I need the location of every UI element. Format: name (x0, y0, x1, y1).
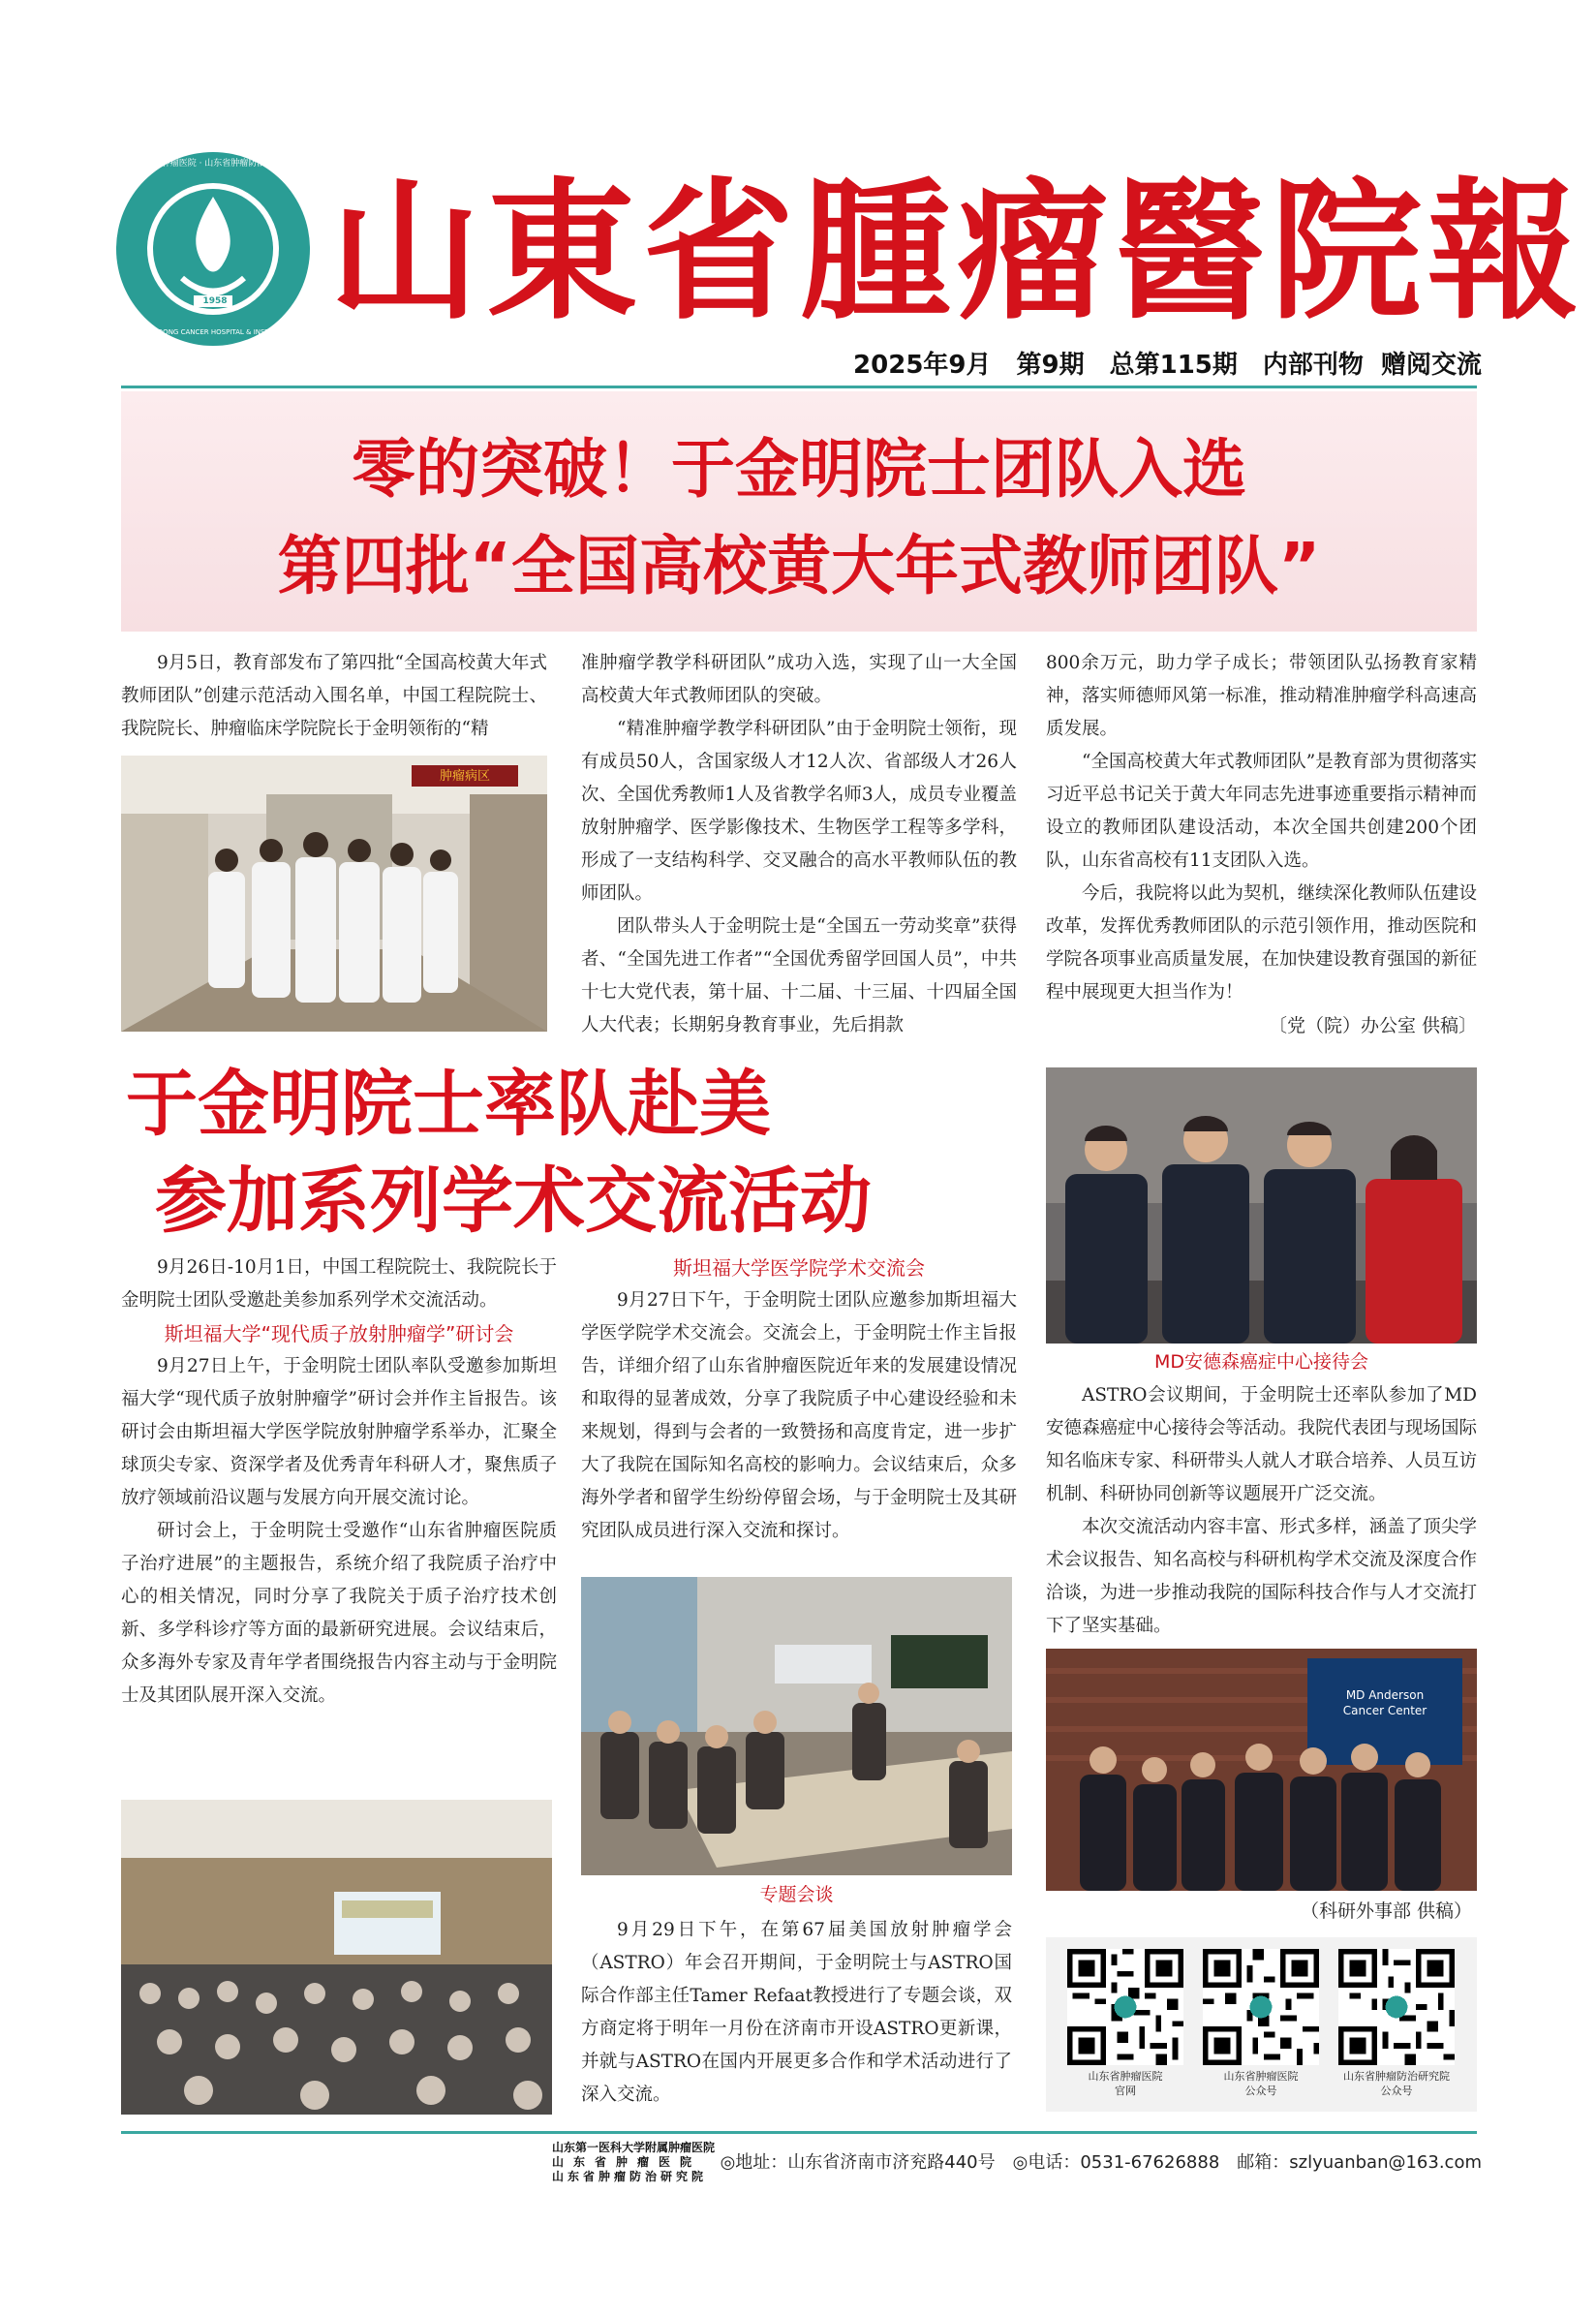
article1-col3 (1046, 647, 1477, 1037)
qr-code-website[interactable] (1067, 1949, 1183, 2065)
qr-code-institute-account[interactable] (1338, 1949, 1455, 2065)
article1-col2 (581, 647, 1017, 1042)
issue-info (794, 345, 1482, 378)
footer-contact (720, 2148, 1482, 2174)
article2-headline-line1: 于金明院士率队赴美 (126, 1063, 771, 1146)
article2-photo-md-anderson-group (1046, 1067, 1477, 1344)
article2-sub4-para1: ASTRO会议期间，于金明院士还率队参加了MD安德森癌症中心接待会等活动。我院代表团与现场国际知名临床专家、科研带头人就人才联合培养、人员互访机制、科研协同创新等议题展开广泛交流。 (1046, 1385, 1477, 1504)
article2-sub1-heading: 斯坦福大学“现代质子放射肿瘤学”研讨会 (164, 1322, 514, 1345)
article1-col3-para2: “全国高校黄大年式教师团队”是教育部为贯彻落实习近平总书记关于黄大年同志先进事迹重要指示精神而设立的教师团队建设活动，本次全国共创建200个团队，山东省高校有11支团队入选。 (1046, 752, 1477, 871)
article2-photo-meeting-room (581, 1577, 1012, 1875)
article2-sub3-heading: 专题会谈 (759, 1884, 834, 1905)
article2-headline-line2: 参加系列学术交流活动 (155, 1159, 872, 1243)
article1-source: 〔党（院）办公室 供稿〕 (1268, 1015, 1477, 1036)
ward-sign: 肿瘤病区 (439, 769, 490, 784)
logo-en-text: SHANDONG CANCER HOSPITAL & INSTITUTE (138, 328, 289, 336)
total-issue: 总第115期 (1109, 351, 1238, 380)
article2-sub1-para2: 研讨会上，于金明院士受邀作“山东省肿瘤医院质子治疗进展”的主题报告，系统介绍了我院质子治疗中心的相关情况，同时分享了我院关于质子治疗技术创新、多学科诊疗等方面的最新研究进展。会议结束后，众多海外专家及青年学者围绕报告内容主动与于金明院士及其团队展开深入交流。 (121, 1521, 557, 1706)
qr-label-website: 山东省肿瘤医院 官网 (1088, 2070, 1163, 2097)
footer-divider (121, 2131, 1477, 2134)
article2-intro: 9月26日-10月1日，中国工程院院士、我院院长于金明院士团队受邀赴美参加系列学术交流活动。 (121, 1257, 557, 1311)
issue-note: 内部刊物 赠阅交流 (1262, 351, 1482, 380)
article2-md-anderson-caption: MD安德森癌症中心接待会 (1153, 1351, 1369, 1373)
logo-ring-text: 山东省肿瘤医院 · 山东省肿瘤防治研究院 (135, 159, 292, 169)
article2-photo-lecture-hall (121, 1800, 552, 2115)
newspaper-title: 山東省腫瘤醫院報 (329, 163, 1584, 340)
issue-date: 2025年9月 (853, 351, 992, 380)
masthead-divider (121, 386, 1477, 388)
footer-org3: 山东省肿瘤防治研究院 (552, 2170, 708, 2183)
footer-phone: ◎电话：0531-67626888 (1012, 2152, 1220, 2173)
article2-col1 (121, 1251, 557, 1713)
qr-code-panel (1046, 1937, 1477, 2112)
footer-organizations (552, 2141, 736, 2184)
reception-screen-text: MD Anderson Cancer Center (1342, 1688, 1427, 1717)
article2-sub3-para1: 9月29日下午，在第67届美国放射肿瘤学会（ASTRO）年会召开期间，于金明院士与ASTRO国际合作部主任Tamer Refaat教授进行了专题会谈，双方商定将于明年一月份在济南市开设ASTRO更新课，并就与ASTRO在国内开展更多合作和学术活动进行了深入交流。 (581, 1920, 1012, 2105)
article1-col1-para1: 9月5日，教育部发布了第四批“全国高校黄大年式教师团队”创建示范活动入围名单，中国工程院院士、我院院长、肿瘤临床学院院长于金明领衔的“精 (121, 653, 548, 739)
footer-address: ◎地址：山东省济南市济兖路440号 (720, 2152, 996, 2173)
article1-col2-para1: 准肿瘤学教学科研团队”成功入选，实现了山一大全国高校黄大年式教师团队的突破。 (581, 653, 1017, 706)
article1-headline-line2: 第四批“全国高校黄大年式教师团队” (277, 529, 1321, 603)
hospital-logo (114, 150, 313, 349)
footer-org1: 山东第一医科大学附属肿瘤医院 (552, 2141, 716, 2154)
qr-code-hospital-account[interactable] (1203, 1949, 1319, 2065)
footer-org2: 山东省肿瘤医院 (552, 2155, 702, 2169)
issue-number: 第9期 (1016, 351, 1085, 380)
article2-sub1-para1: 9月27日上午，于金明院士团队率队受邀参加斯坦福大学“现代质子放射肿瘤学”研讨会并作主旨报告。该研讨会由斯坦福大学医学院放射肿瘤学系举办，汇聚全球顶尖专家、资深学者及优秀青年科研人才，聚焦质子放疗领域前沿议题与发展方向开展交流讨论。 (121, 1356, 557, 1508)
article1-col3-para1: 800余万元，助力学子成长；带领团队弘扬教育家精神，落实师德师风第一标准，推动精准肿瘤学科高速高质发展。 (1046, 653, 1477, 739)
logo-year: 1958 (202, 296, 228, 306)
qr-label-institute-account: 山东省肿瘤防治研究院 公众号 (1343, 2070, 1450, 2097)
article1-col2-para3: 团队带头人于金明院士是“全国五一劳动奖章”获得者、“全国先进工作者”“全国优秀留学回国人员”，中共十七大党代表，第十届、十二届、十三届、十四届全国人大代表；长期躬身教育事业，先后捐款 (581, 916, 1017, 1035)
article2-sub2-heading: 斯坦福大学医学院学术交流会 (673, 1256, 925, 1280)
article2-photo-reception-group (1046, 1649, 1477, 1891)
article1-col2-para2: “精准肿瘤学教学科研团队”由于金明院士领衔，现有成员50人，含国家级人才12人次、省部级人才26人次、全国优秀教师1人及省教学名师3人，成员专业覆盖放射肿瘤学、医学影像技术、生物医学工程等多学科，形成了一支结构科学、交叉融合的高水平教师队伍的教师团队。 (581, 719, 1017, 904)
article2-col3 (1046, 1379, 1477, 1643)
article2-source: （科研外事部 供稿） (1300, 1900, 1472, 1922)
article2-sub4-para2: 本次交流活动内容丰富、形式多样，涵盖了顶尖学术会议报告、知名高校与科研机构学术交流及深度合作洽谈，为进一步推动我院的国际科技合作与人才交流打下了坚实基础。 (1046, 1517, 1477, 1636)
article2-col2 (581, 1251, 1017, 1548)
article1-col3-para3: 今后，我院将以此为契机，继续深化教师队伍建设改革，发挥优秀教师团队的示范引领作用，推动医院和学院各项事业高质量发展，在加快建设教育强国的新征程中展现更大担当作为！ (1046, 883, 1477, 1003)
qr-label-hospital-account: 山东省肿瘤医院 公众号 (1223, 2070, 1299, 2097)
article1-headline-line1: 零的突破！于金明院士团队入选 (352, 432, 1246, 507)
article2-sub2-para1: 9月27日下午，于金明院士团队应邀参加斯坦福大学医学院学术交流会。交流会上，于金明院士作主旨报告，详细介绍了山东省肿瘤医院近年来的发展建设情况和取得的显著成效，分享了我院质子中心建设经验和未来规划，得到与会者的一致赞扬和高度肯定，进一步扩大了我院在国际知名高校的影响力。会议结束后，众多海外学者和留学生纷纷停留会场，与于金明院士及其研究团队成员进行深入交流和探讨。 (581, 1290, 1017, 1541)
footer-email[interactable]: 邮箱：szlyuanban@163.com (1237, 2152, 1482, 2173)
article1-photo-ward (121, 756, 547, 1032)
